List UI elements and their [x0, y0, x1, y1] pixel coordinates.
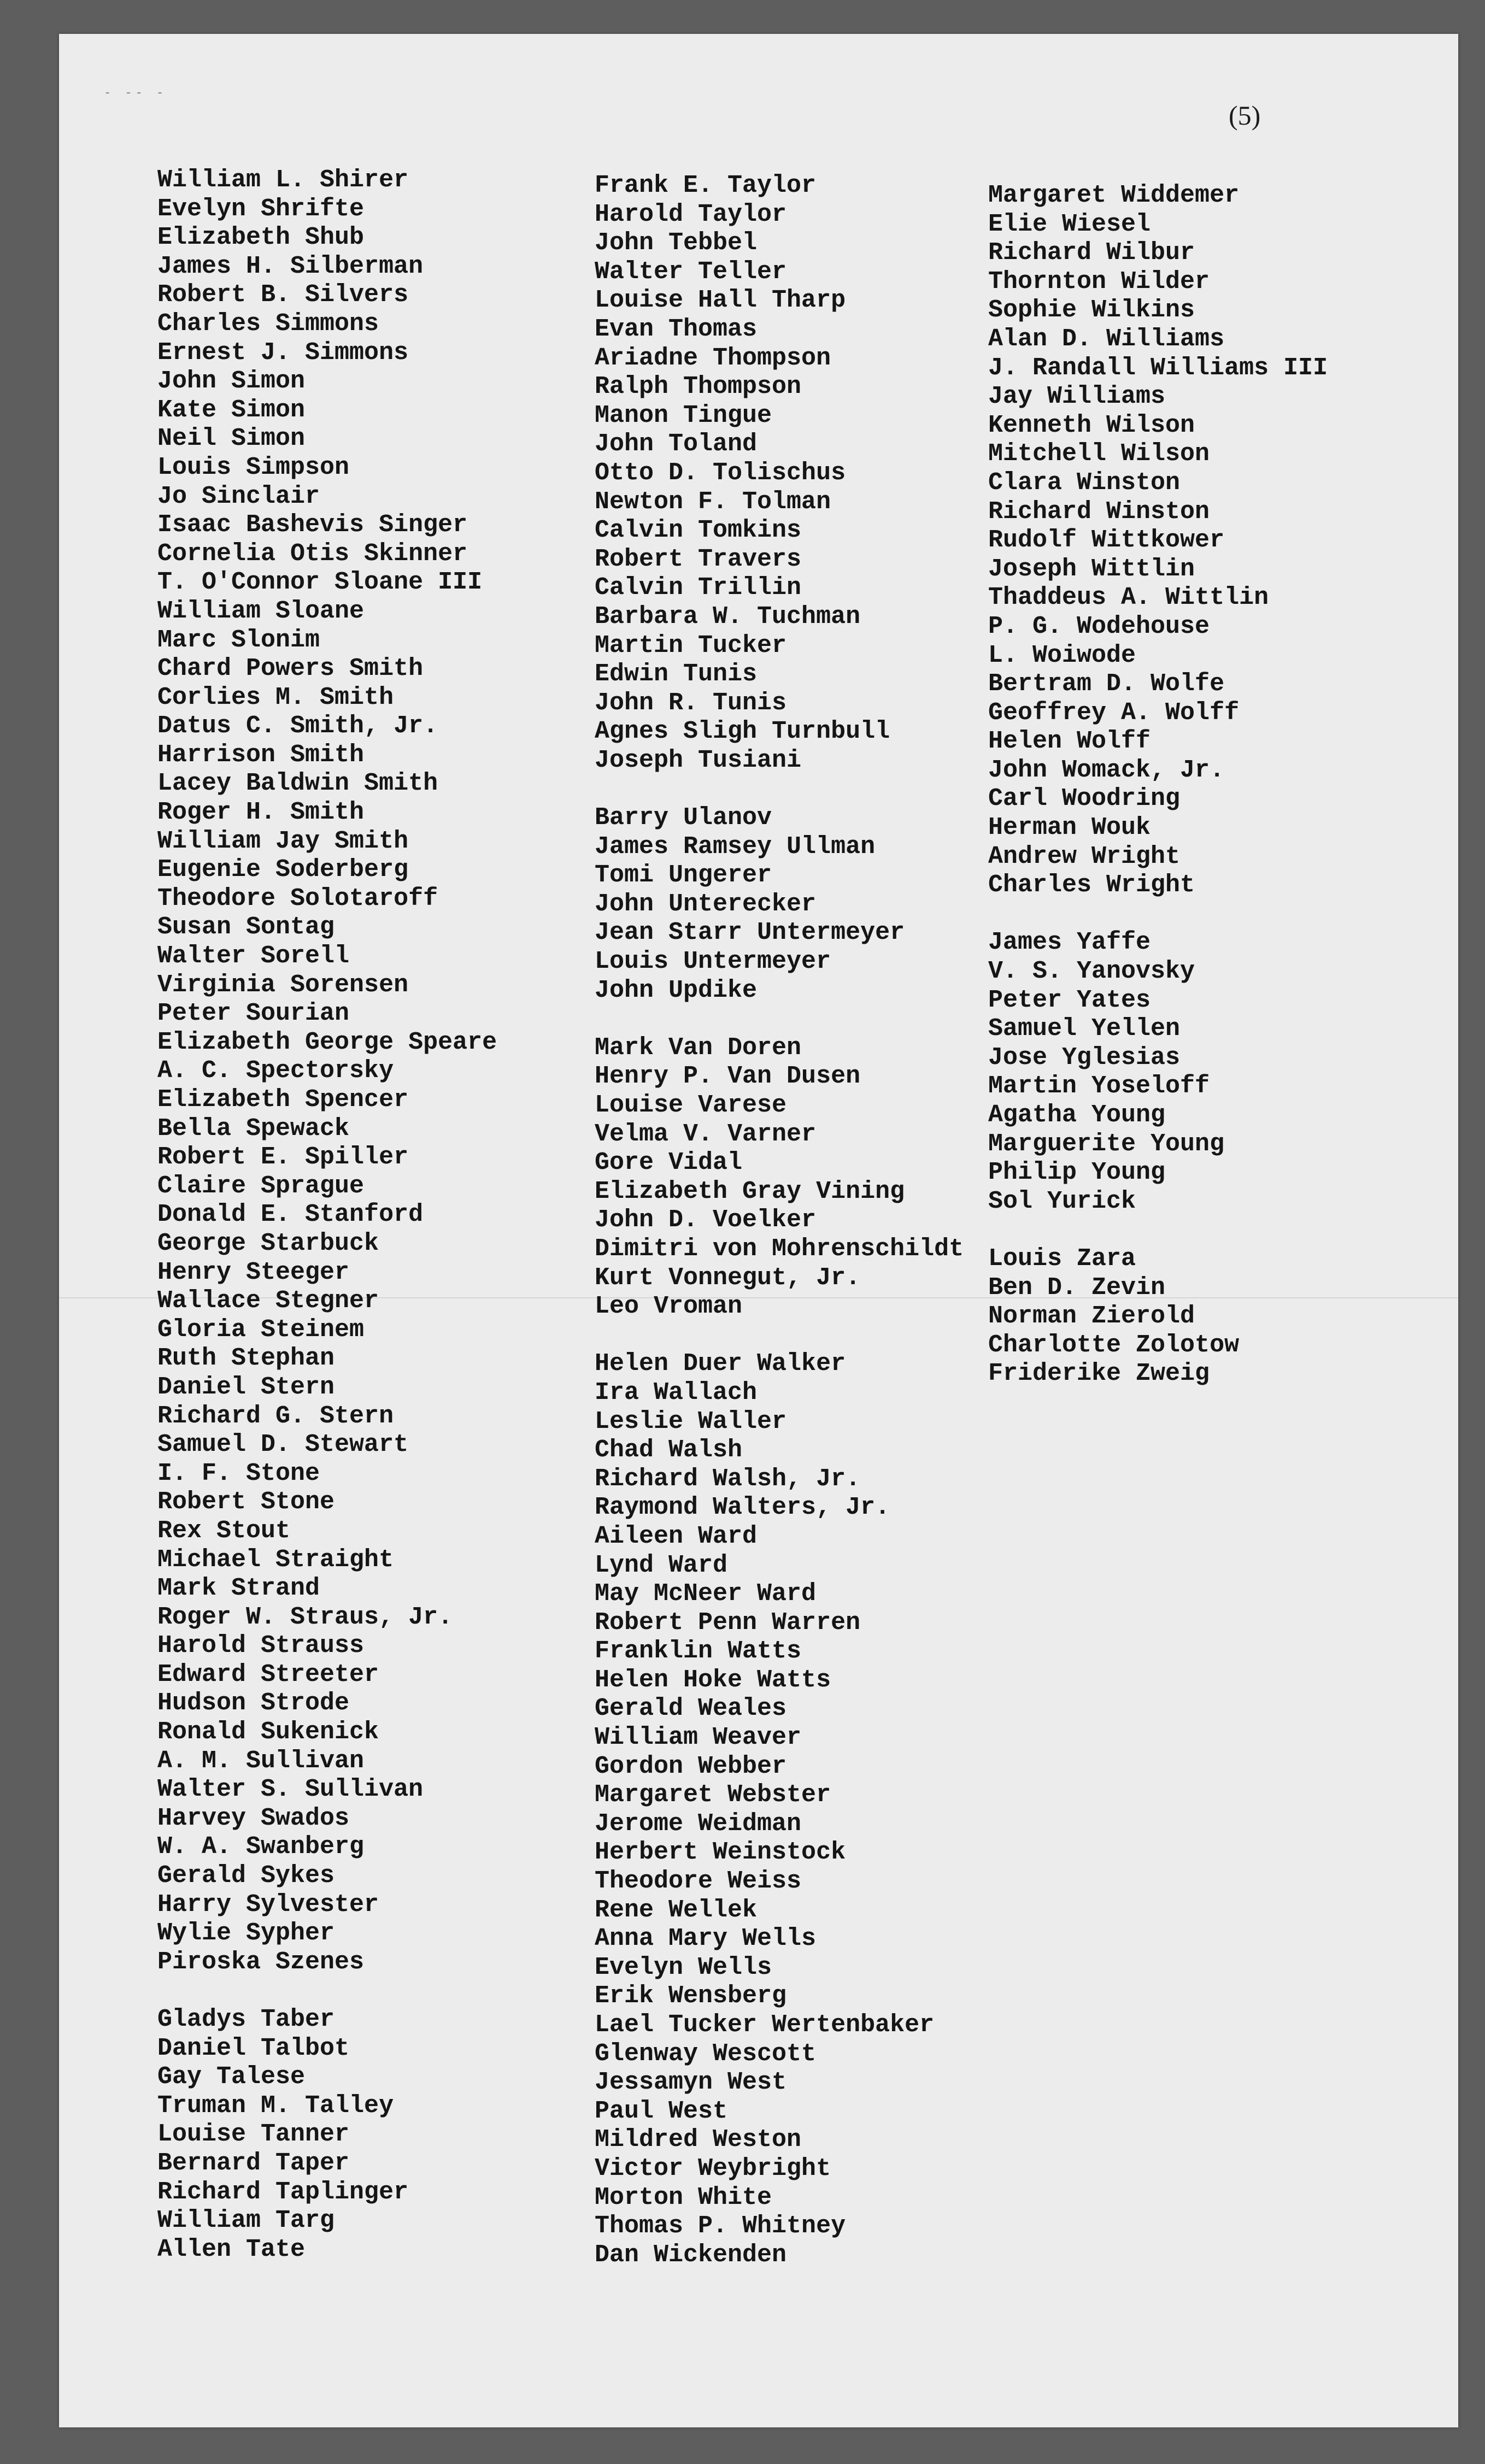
- name-entry: Franklin Watts: [595, 1637, 802, 1666]
- name-entry: Morton White: [595, 2183, 772, 2212]
- name-entry: I. F. Stone: [157, 1459, 320, 1487]
- name-entry: William Sloane: [157, 597, 365, 625]
- name-entry: Rex Stout: [157, 1516, 291, 1545]
- name-entry: Kenneth Wilson: [988, 411, 1195, 439]
- name-entry: Samuel Yellen: [988, 1015, 1181, 1043]
- group-spacer: [595, 775, 964, 804]
- name-entry: Evelyn Wells: [595, 1953, 772, 1981]
- name-entry: Michael Straight: [157, 1545, 394, 1574]
- name-entry: Chad Walsh: [595, 1436, 743, 1465]
- name-entry: Theodore Weiss: [595, 1867, 802, 1896]
- name-entry: James H. Silberman: [157, 252, 424, 280]
- name-entry: Joseph Tusiani: [595, 746, 802, 774]
- name-entry: Daniel Stern: [157, 1373, 335, 1401]
- name-entry: Gore Vidal: [595, 1149, 743, 1177]
- name-entry: Marc Slonim: [157, 626, 320, 654]
- name-entry: P. G. Wodehouse: [988, 612, 1210, 640]
- name-entry: Neil Simon: [157, 425, 306, 453]
- name-entry: A. C. Spectorsky: [157, 1057, 394, 1085]
- name-entry: Susan Sontag: [157, 913, 335, 942]
- name-entry: Gay Talese: [157, 2063, 306, 2091]
- name-entry: A. M. Sullivan: [157, 1746, 365, 1775]
- group-spacer: [595, 1005, 964, 1034]
- name-entry: Aileen Ward: [595, 1522, 758, 1550]
- name-entry: Margaret Webster: [595, 1781, 831, 1809]
- name-entry: Gordon Webber: [595, 1752, 787, 1780]
- name-entry: Ruth Stephan: [157, 1344, 335, 1373]
- name-entry: W. A. Swanberg: [157, 1833, 365, 1861]
- name-entry: Harold Strauss: [157, 1632, 365, 1660]
- name-entry: Frank E. Taylor: [595, 172, 817, 199]
- name-entry: Samuel D. Stewart: [157, 1431, 409, 1459]
- name-entry: James Yaffe: [988, 928, 1151, 957]
- name-entry: George Starbuck: [157, 1229, 379, 1257]
- name-entry: Gloria Steinem: [157, 1315, 365, 1344]
- name-entry: Louise Hall Tharp: [595, 286, 846, 315]
- name-entry: John Simon: [157, 367, 306, 396]
- name-entry: Elie Wiesel: [988, 210, 1151, 238]
- name-entry: John Womack, Jr.: [988, 756, 1225, 784]
- name-entry: Roger W. Straus, Jr.: [157, 1603, 453, 1631]
- name-entry: William Jay Smith: [157, 827, 409, 855]
- name-entry: Mitchell Wilson: [988, 440, 1210, 468]
- group-spacer: [988, 1216, 1328, 1245]
- name-entry: Louise Varese: [595, 1091, 787, 1119]
- name-entry: Donald E. Stanford: [157, 1201, 424, 1229]
- name-entry: Charlotte Zolotow: [988, 1331, 1240, 1359]
- name-entry: William Weaver: [595, 1724, 802, 1752]
- name-entry: Ernest J. Simmons: [157, 338, 409, 367]
- name-entry: Rene Wellek: [595, 1896, 758, 1924]
- name-entry: Datus C. Smith, Jr.: [157, 712, 438, 740]
- names-column-1: [157, 166, 497, 2264]
- name-entry: Evan Thomas: [595, 315, 758, 343]
- name-entry: Claire Sprague: [157, 1172, 365, 1200]
- name-entry: Kurt Vonnegut, Jr.: [595, 1263, 861, 1292]
- name-entry: Leslie Waller: [595, 1407, 787, 1436]
- name-entry: Agnes Sligh Turnbull: [595, 718, 890, 746]
- name-entry: Norman Zierold: [988, 1302, 1195, 1331]
- name-entry: Bella Spewack: [157, 1114, 350, 1143]
- name-entry: Helen Wolff: [988, 727, 1151, 756]
- name-entry: Mildred Weston: [595, 2126, 802, 2154]
- name-entry: Robert B. Silvers: [157, 281, 409, 309]
- name-entry: Eugenie Soderberg: [157, 856, 409, 884]
- name-entry: Robert Penn Warren: [595, 1608, 861, 1637]
- name-entry: Glenway Wescott: [595, 2039, 817, 2068]
- name-entry: Isaac Bashevis Singer: [157, 511, 468, 539]
- name-entry: Elizabeth George Speare: [157, 1028, 497, 1056]
- name-entry: Richard Winston: [988, 497, 1210, 526]
- name-entry: Hudson Strode: [157, 1689, 350, 1718]
- name-entry: Corlies M. Smith: [157, 683, 394, 711]
- name-entry: Harry Sylvester: [157, 1890, 379, 1919]
- name-entry: Helen Hoke Watts: [595, 1666, 831, 1694]
- name-entry: Harvey Swados: [157, 1804, 350, 1832]
- name-entry: Truman M. Talley: [157, 2091, 394, 2120]
- name-entry: Joseph Wittlin: [988, 555, 1195, 583]
- name-entry: Wallace Stegner: [157, 1287, 379, 1315]
- name-entry: Mark Strand: [157, 1574, 320, 1603]
- name-entry: Henry Steeger: [157, 1258, 350, 1286]
- name-entry: Martin Yoseloff: [988, 1072, 1210, 1101]
- document-page: [59, 34, 1458, 2427]
- name-entry: Leo Vroman: [595, 1292, 743, 1321]
- group-spacer: [157, 1977, 497, 2006]
- name-entry: J. Randall Williams III: [988, 354, 1328, 382]
- name-entry: Marguerite Young: [988, 1130, 1225, 1158]
- name-entry: Tomi Ungerer: [595, 861, 772, 890]
- name-entry: Harold Taylor: [595, 200, 787, 228]
- name-entry: Manon Tingue: [595, 401, 772, 430]
- name-entry: Ben D. Zevin: [988, 1273, 1166, 1302]
- names-column-3: [988, 181, 1328, 1389]
- name-entry: Herbert Weinstock: [595, 1838, 846, 1867]
- corner-mark: - -- -: [104, 86, 167, 100]
- name-entry: Evelyn Shrifte: [157, 195, 365, 223]
- name-entry: Victor Weybright: [595, 2154, 831, 2183]
- name-entry: Ariadne Thompson: [595, 344, 831, 372]
- name-entry: Elizabeth Spencer: [157, 1086, 409, 1114]
- name-entry: Theodore Solotaroff: [157, 884, 438, 913]
- name-entry: Thomas P. Whitney: [595, 2212, 846, 2240]
- name-entry: Elizabeth Shub: [157, 224, 365, 252]
- name-entry: Richard Taplinger: [157, 2178, 409, 2206]
- name-entry: Gerald Sykes: [157, 1862, 335, 1890]
- name-entry: Jean Starr Untermeyer: [595, 919, 905, 947]
- name-entry: Louis Zara: [988, 1244, 1136, 1273]
- name-entry: Virginia Sorensen: [157, 971, 409, 999]
- name-entry: Jose Yglesias: [988, 1043, 1181, 1072]
- name-entry: Jessamyn West: [595, 2068, 787, 2097]
- name-entry: Peter Yates: [988, 986, 1151, 1014]
- name-entry: Lynd Ward: [595, 1551, 728, 1579]
- name-entry: Piroska Szenes: [157, 1948, 365, 1976]
- name-entry: Thaddeus A. Wittlin: [988, 584, 1269, 612]
- name-entry: Helen Duer Walker: [595, 1350, 846, 1378]
- names-column-2: [595, 172, 964, 2269]
- name-entry: Richard G. Stern: [157, 1402, 394, 1430]
- name-entry: Rudolf Wittkower: [988, 526, 1225, 555]
- name-entry: Walter Teller: [595, 257, 787, 286]
- name-entry: Bertram D. Wolfe: [988, 670, 1225, 698]
- name-entry: Martin Tucker: [595, 631, 787, 660]
- name-entry: Harrison Smith: [157, 740, 365, 769]
- name-entry: Thornton Wilder: [988, 267, 1210, 296]
- name-entry: Jo Sinclair: [157, 482, 320, 510]
- name-entry: John Unterecker: [595, 890, 817, 918]
- name-entry: Alan D. Williams: [988, 325, 1225, 353]
- name-entry: Chard Powers Smith: [157, 655, 424, 683]
- name-entry: Agatha Young: [988, 1101, 1166, 1129]
- name-entry: Dan Wickenden: [595, 2240, 787, 2269]
- name-entry: Louis Simpson: [157, 453, 350, 481]
- name-entry: Philip Young: [988, 1159, 1166, 1187]
- name-entry: Elizabeth Gray Vining: [595, 1177, 905, 1205]
- name-entry: Henry P. Van Dusen: [595, 1062, 861, 1091]
- name-entry: Dimitri von Mohrenschildt: [595, 1234, 964, 1263]
- name-entry: Ralph Thompson: [595, 373, 802, 401]
- name-entry: Jay Williams: [988, 383, 1166, 411]
- name-entry: Robert Stone: [157, 1488, 335, 1516]
- name-entry: Edwin Tunis: [595, 660, 758, 689]
- name-entry: Charles Wright: [988, 871, 1195, 899]
- name-entry: Anna Mary Wells: [595, 1925, 817, 1953]
- name-entry: Paul West: [595, 2097, 728, 2125]
- name-entry: Bernard Taper: [157, 2149, 350, 2177]
- name-entry: T. O'Connor Sloane III: [157, 568, 483, 597]
- name-entry: Richard Walsh, Jr.: [595, 1465, 861, 1493]
- name-entry: Clara Winston: [988, 468, 1181, 497]
- name-entry: John Toland: [595, 430, 758, 458]
- name-entry: Daniel Talbot: [157, 2034, 350, 2062]
- name-entry: John D. Voelker: [595, 1206, 817, 1234]
- group-spacer: [595, 1321, 964, 1350]
- name-entry: Gladys Taber: [157, 2006, 335, 2033]
- name-entry: Allen Tate: [157, 2235, 306, 2263]
- name-entry: Peter Sourian: [157, 999, 350, 1028]
- name-entry: Wylie Sypher: [157, 1919, 335, 1948]
- name-entry: Sophie Wilkins: [988, 296, 1195, 325]
- name-entry: Ronald Sukenick: [157, 1718, 379, 1746]
- name-entry: Lael Tucker Wertenbaker: [595, 2011, 935, 2039]
- name-entry: Raymond Walters, Jr.: [595, 1493, 890, 1522]
- group-spacer: [988, 900, 1328, 929]
- name-entry: Herman Wouk: [988, 814, 1151, 842]
- name-entry: Walter S. Sullivan: [157, 1775, 424, 1804]
- name-entry: Walter Sorell: [157, 942, 350, 971]
- name-entry: Richard Wilbur: [988, 239, 1195, 267]
- name-entry: May McNeer Ward: [595, 1580, 817, 1608]
- name-entry: William Targ: [157, 2207, 335, 2235]
- name-entry: Jerome Weidman: [595, 1809, 802, 1838]
- name-entry: Roger H. Smith: [157, 798, 365, 827]
- name-entry: Barry Ulanov: [595, 804, 772, 832]
- name-entry: Margaret Widdemer: [988, 181, 1240, 209]
- name-entry: Louise Tanner: [157, 2120, 350, 2149]
- name-entry: Cornelia Otis Skinner: [157, 539, 468, 568]
- name-entry: Sol Yurick: [988, 1187, 1136, 1215]
- name-entry: John Tebbel: [595, 229, 758, 257]
- name-entry: Calvin Trillin: [595, 574, 802, 602]
- name-entry: Robert E. Spiller: [157, 1143, 409, 1172]
- name-entry: Velma V. Varner: [595, 1120, 817, 1148]
- name-entry: Carl Woodring: [988, 785, 1181, 813]
- name-entry: Calvin Tomkins: [595, 516, 802, 545]
- name-entry: Lacey Baldwin Smith: [157, 769, 438, 798]
- name-entry: Edward Streeter: [157, 1660, 379, 1689]
- name-entry: Charles Simmons: [157, 309, 379, 338]
- name-entry: Otto D. Tolischus: [595, 458, 846, 487]
- name-entry: Louis Untermeyer: [595, 948, 831, 976]
- name-entry: Mark Van Doren: [595, 1033, 802, 1062]
- name-entry: William L. Shirer: [157, 166, 409, 194]
- name-entry: Gerald Weales: [595, 1695, 787, 1723]
- name-entry: Newton F. Tolman: [595, 487, 831, 516]
- name-entry: Andrew Wright: [988, 842, 1181, 871]
- name-entry: Ira Wallach: [595, 1378, 758, 1407]
- name-entry: James Ramsey Ullman: [595, 832, 876, 861]
- name-entry: Kate Simon: [157, 396, 306, 424]
- name-entry: Friderike Zweig: [988, 1360, 1210, 1388]
- name-entry: Barbara W. Tuchman: [595, 602, 861, 631]
- page-number: (5): [1229, 100, 1261, 131]
- name-entry: Erik Wensberg: [595, 1982, 787, 2010]
- name-entry: V. S. Yanovsky: [988, 957, 1195, 986]
- name-entry: John Updike: [595, 976, 758, 1004]
- name-entry: John R. Tunis: [595, 689, 787, 717]
- name-entry: Robert Travers: [595, 545, 802, 573]
- name-entry: Geoffrey A. Wolff: [988, 698, 1240, 727]
- name-entry: L. Woiwode: [988, 641, 1136, 669]
